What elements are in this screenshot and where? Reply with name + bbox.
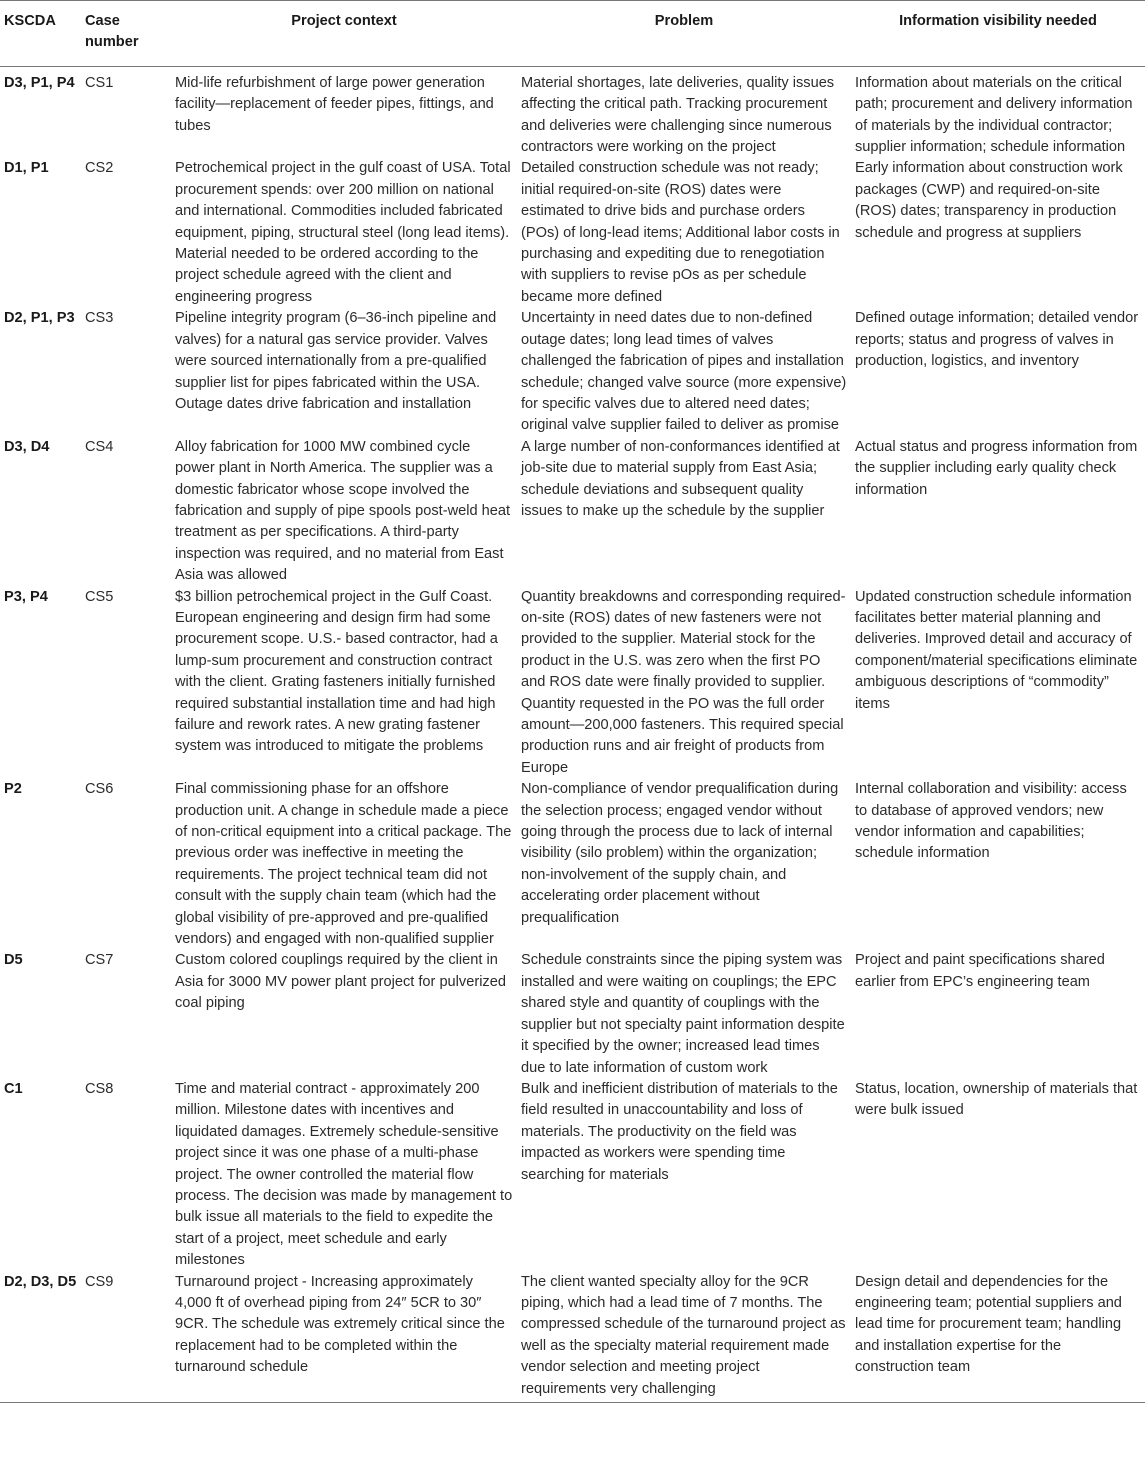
table-row [0,308,1145,436]
problem-cell: The client wanted specialty alloy for the 9CR piping, which had a lead time of 7 months. The compressed schedule of the turnaround project as well as the specialty material requirement made vendor selection and meeting project requirements very challenging [517,1272,851,1403]
header-kscda: KSCDA [0,1,81,67]
visibility-cell: Design detail and dependencies for the engineering team; potential suppliers and lead time for procurement team; handling and installation expertise for the construction team [851,1272,1145,1403]
visibility-cell: Updated construction schedule information facilitates better material planning and deliveries. Improved detail and accuracy of component/material specifications eliminate ambiguous descriptions of “commodity” items [855,588,1138,712]
visibility-cell: Early information about construction work packages (CWP) and required-on-site (ROS) dates; transparency in production schedule and progress at suppliers [855,160,1123,241]
problem-cell: Bulk and inefficient distribution of materials to the field resulted in unaccountability and loss of materials. The productivity on the field was impacted as workers were spending time searching for materials [521,1080,838,1183]
table-row [0,587,1145,780]
problem-cell: Quantity breakdowns and corresponding required-on-site (ROS) dates of new fasteners were not provided to the supplier. Material stock for the product in the U.S. was zero when the first PO and ROS date were finally provided to supplier. Quantity requested in the PO was the full order amount—200,000 fasteners. This required special production runs and air freight of products from Europe [521,588,846,776]
project-context-cell: Final commissioning phase for an offshore production unit. A change in schedule made a piece of non-critical equipment into a critical package. The previous order was ineffective in meeting the requirements. The project technical team did not consult with the supply chain team (which had the global visibility of pre-approved and pre-qualified vendors) and engaged with non-qualified supplier [175,781,512,948]
header-case-number: Case number [81,1,171,67]
kscda-cell: D2, P1, P3 [4,310,75,327]
problem-cell: A large number of non-conformances identified at job-site due to material supply from East Asia; schedule deviations and subsequent quality issues to make up the schedule by the supplier [521,438,840,519]
header-row [0,1,1145,67]
project-context-cell: $3 billion petrochemical project in the Gulf Coast. European engineering and design firm had some procurement scope. U.S.- based contractor, had a lump-sum procurement and construction contract with the client. Grating fasteners initially furnished required substantial installation time and had high failure and rework rates. A new grating fastener system was introduced to mitigate the problems [175,588,498,755]
project-context-cell: Pipeline integrity program (6–36-inch pipeline and valves) for a natural gas service provider. Valves were sourced internationally from a pre-qualified supplier list for pipes fabricated within the USA. Outage dates drive fabrication and installation [175,310,497,412]
case-number-cell: CS9 [81,1272,171,1403]
header-problem: Problem [517,1,851,67]
project-context-cell: Custom colored couplings required by the client in Asia for 3000 MV power plant project for pulverized coal piping [175,952,506,1012]
project-context-cell: Mid-life refurbishment of large power generation facility—replacement of feeder pipes, fittings, and tubes [175,74,494,134]
problem-cell: Non-compliance of vendor prequalification during the selection process; engaged vendor without going through the process due to lack of internal visibility (silo problem) within the organization; non-involvement of the supply chain, and accelerating order placement without prequalification [521,781,839,926]
problem-cell: Material shortages, late deliveries, quality issues affecting the critical path. Tracking procurement and deliveries were challenging since numerous contractors were working on the project [521,74,835,156]
table-row [0,66,1145,158]
project-context-cell: Turnaround project - Increasing approximately 4,000 ft of overhead piping from 24″ 5CR to 30″ 9CR. The schedule was extremely critical since the replacement had to be completed within the turnaround schedule [171,1272,517,1403]
case-number-cell: CS7 [85,952,114,969]
case-number-cell: CS2 [85,160,114,177]
header-project-context: Project context [171,1,517,67]
project-context-cell: Petrochemical project in the gulf coast of USA. Total procurement spends: over 200 million on national and international. Commodities included fabricated equipment, piping, structural steel (long lead items). Material needed to be ordered according to the project schedule agreed with the client and engineering progress [175,160,511,305]
case-number-cell: CS1 [85,74,114,91]
table-row [0,158,1145,308]
kscda-cell: D5 [4,952,23,969]
visibility-cell: Information about materials on the critical path; procurement and delivery information of materials by the individual contractor; supplier information; schedule information [855,74,1133,156]
kscda-cell: D3, P1, P4 [4,74,75,91]
visibility-cell: Defined outage information; detailed vendor reports; status and progress of valves in production, logistics, and inventory [855,310,1139,370]
problem-cell: Uncertainty in need dates due to non-defined outage dates; long lead times of valves challenged the fabrication of pipes and installation schedule; changed valve source (more expensive) for specific valves due to altered need dates; original valve supplier failed to deliver as promise [521,310,847,434]
table-row [0,779,1145,950]
case-number-cell: CS8 [85,1080,114,1097]
kscda-cell: D1, P1 [4,160,49,177]
case-number-cell: CS5 [85,588,114,605]
visibility-cell: Actual status and progress information from the supplier including early quality check information [855,438,1138,498]
visibility-cell: Project and paint specifications shared earlier from EPC’s engineering team [855,952,1105,990]
table-row [0,437,1145,587]
table-body [0,66,1145,1402]
kscda-cell: P2 [4,781,22,798]
problem-cell: Schedule constraints since the piping system was installed and were waiting on couplings; the EPC shared style and quantity of couplings with the supplier but not specialty paint information despite it specified by the owner; increased lead times due to late information of custom work [521,952,845,1076]
case-number-cell: CS4 [85,438,114,455]
project-context-cell: Alloy fabrication for 1000 MW combined cycle power plant in North America. The supplier was a domestic fabricator whose scope involved the fabrication and supply of pipe spools post-weld heat treatment as per specifications. A third-party inspection was required, and no material from East Asia was allowed [175,438,511,584]
case-number-cell: CS3 [85,310,114,327]
header-information-visibility: Information visibility needed [851,1,1145,67]
kscda-cell: C1 [4,1080,23,1097]
visibility-cell: Internal collaboration and visibility: access to database of approved vendors; new vendor information and capabilities; schedule information [855,781,1127,862]
table-row [0,1079,1145,1272]
kscda-cell: D2, D3, D5 [0,1272,81,1403]
table-row [0,1272,1145,1403]
kscda-cell: D3, D4 [4,438,50,455]
problem-cell: Detailed construction schedule was not ready; initial required-on-site (ROS) dates were estimated to drive bids and purchase orders (POs) of long-lead items; Additional labor costs in purchasing and expediting due to renegotiation with suppliers to revise pOs as per schedule became more defined [521,160,840,305]
kscda-cell: P3, P4 [4,588,48,605]
case-number-cell: CS6 [85,781,114,798]
table-row [0,950,1145,1078]
project-context-cell: Time and material contract - approximately 200 million. Milestone dates with incentives and liquidated damages. Extremely schedule-sensitive project since it was one phase of a multi-phase project. The owner controlled the material flow process. The decision was made by management to bulk issue all materials to the field to expedite the start of a project, meet schedule and early milestones [175,1080,513,1269]
visibility-cell: Status, location, ownership of materials that were bulk issued [855,1080,1138,1119]
